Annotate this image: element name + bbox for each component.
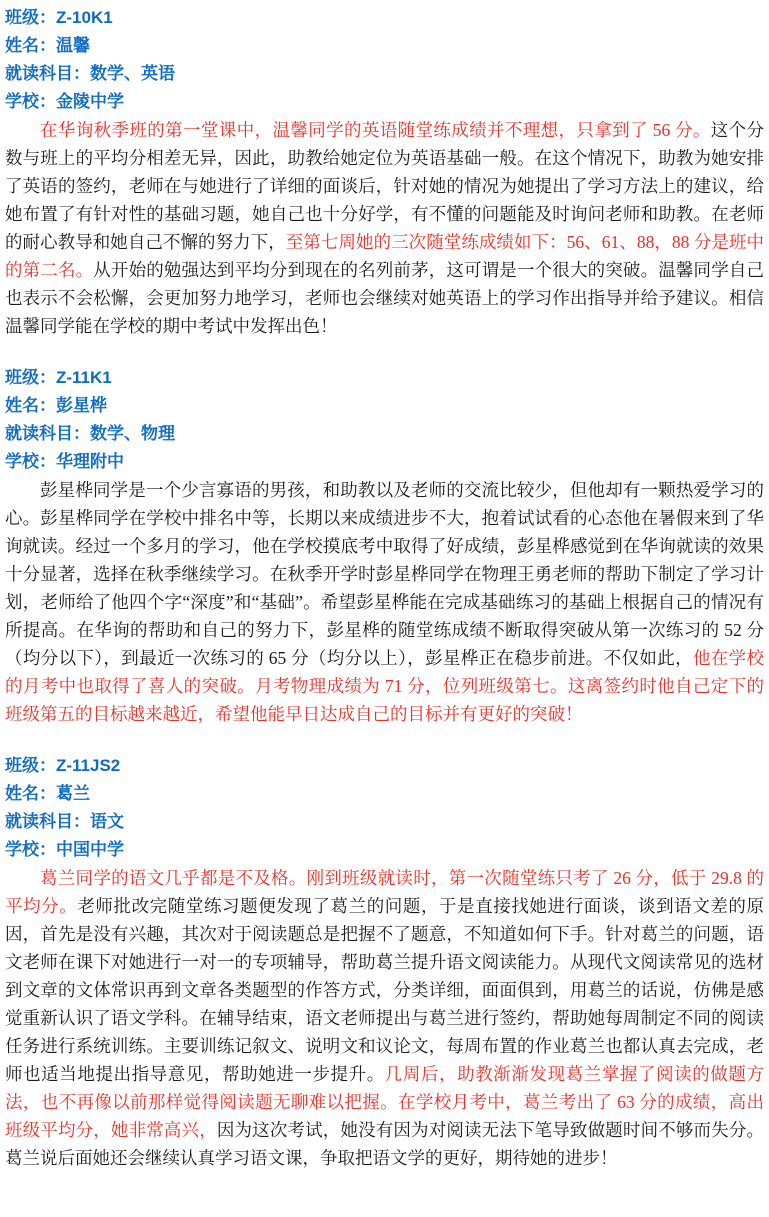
class-label: 班级：: [5, 368, 56, 387]
subjects-value: 数学、物理: [90, 424, 175, 443]
paragraph-run: 几周后，助教渐渐发现葛兰掌握了阅读的做题方法，也不再像以前那样觉得阅读题无聊难以把握。在学校月考中，葛兰考出了 63 分的成绩，高出班级平均分，她非常高兴，: [5, 1064, 765, 1140]
student-report-section: [5, 752, 764, 1172]
school-line: [5, 836, 764, 864]
name-value: 温馨: [56, 36, 90, 55]
school-line: [5, 448, 764, 476]
report-paragraph: [5, 116, 764, 340]
class-line: [5, 364, 764, 392]
subjects-value: 数学、英语: [90, 64, 175, 83]
name-line: [5, 32, 764, 60]
school-value: 中国中学: [56, 840, 124, 859]
name-label: 姓名：: [5, 784, 56, 803]
school-value: 金陵中学: [56, 92, 124, 111]
subjects-label: 就读科目：: [5, 424, 90, 443]
school-label: 学校：: [5, 92, 56, 111]
paragraph-run: 至第七周她的三次随堂练成绩如下：56、61、88，88 分是班中的第二名。: [5, 232, 765, 280]
school-line: [5, 88, 764, 116]
school-value: 华理附中: [56, 452, 124, 471]
paragraph-run: 他在学校的月考中也取得了喜人的突破。月考物理成绩为 71 分，位列班级第七。这离签约时他自己定下的班级第五的目标越来越近，希望他能早日达成自己的目标并有更好的突破！: [5, 648, 765, 724]
subjects-line: [5, 60, 764, 88]
class-value: Z-11JS2: [56, 756, 121, 775]
report-paragraph: [5, 476, 764, 728]
school-label: 学校：: [5, 840, 56, 859]
name-line: [5, 392, 764, 420]
class-line: [5, 752, 764, 780]
name-value: 彭星桦: [56, 396, 107, 415]
name-label: 姓名：: [5, 36, 56, 55]
paragraph-run: 葛兰同学的语文几乎都是不及格。刚到班级就读时，第一次随堂练只考了 26 分，低于 29.8 的平均分。: [5, 868, 764, 916]
paragraph-run: 在华询秋季班的第一堂课中，温馨同学的英语随堂练成绩并不理想，只拿到了 56 分。: [40, 120, 711, 140]
class-value: Z-11K1: [56, 368, 112, 387]
school-label: 学校：: [5, 452, 56, 471]
class-label: 班级：: [5, 8, 56, 27]
paragraph-run: 彭星桦同学是一个少言寡语的男孩，和助教以及老师的交流比较少，但他却有一颗热爱学习的心。彭星桦同学在学校中排名中等，长期以来成绩进步不大，抱着试试看的心态他在暑假来到了华询就读。经过一个多月的学习，他在学校摸底考中取得了好成绩，彭星桦感觉到在华询就读的效果十分显著，选择在秋季继续学习。在秋季开学时彭星桦同学在物理王勇老师的帮助下制定了学习计划，老师给了他四个字“深度”和“基础”。希望彭星桦能在完成基础练习的基础上根据自己的情况有所提高。在华询的帮助和自己的努力下，彭星桦的随堂练成绩不断取得突破从第一次练习的 52 分（均分以下），到最近一次练习的 65 分（均分以上），彭星桦正在稳步前进。不仅如此，: [5, 480, 764, 668]
paragraph-run: 从开始的勉强达到平均分到现在的名列前茅，这可谓是一个很大的突破。温馨同学自己也表示不会松懈，会更加努力地学习，老师也会继续对她英语上的学习作出指导并给予建议。相信温馨同学能在学校的期中考试中发挥出色！: [5, 260, 765, 336]
report-paragraph: [5, 864, 764, 1172]
subjects-line: [5, 808, 764, 836]
subjects-value: 语文: [90, 812, 124, 831]
name-line: [5, 780, 764, 808]
class-line: [5, 4, 764, 32]
paragraph-run: 因为这次考试，她没有因为对阅读无法下笔导致做题时间不够而失分。葛兰说后面她还会继续认真学习语文课，争取把语文学的更好，期待她的进步！: [5, 1120, 764, 1168]
paragraph-run: 老师批改完随堂练习题便发现了葛兰的问题，于是直接找她进行面谈，谈到语文差的原因，首先是没有兴趣，其次对于阅读题总是把握不了题意，不知道如何下手。针对葛兰的问题，语文老师在课下对她进行一对一的专项辅导，帮助葛兰提升语文阅读能力。从现代文阅读常见的选材到文章的文体常识再到文章各类题型的作答方式，分类详细，面面俱到，用葛兰的话说，仿佛是感觉重新认识了语文学科。在辅导结束，语文老师提出与葛兰进行签约，帮助她每周制定不同的阅读任务进行系统训练。主要训练记叙文、说明文和议论文，每周布置的作业葛兰也都认真去完成，老师也适当地提出指导意见，帮助她进一步提升。: [5, 896, 764, 1084]
subjects-line: [5, 420, 764, 448]
student-report-section: [5, 4, 764, 340]
paragraph-run: 这个分数与班上的平均分相差无异，因此，助教给她定位为英语基础一般。在这个情况下，助教为她安排了英语的签约，老师在与她进行了详细的面谈后，针对她的情况为她提出了学习方法上的建议，给她布置了有针对性的基础习题，她自己也十分好学，有不懂的问题能及时询问老师和助教。在老师的耐心教导和她自己不懈的努力下，: [5, 120, 764, 252]
student-report-section: [5, 364, 764, 728]
subjects-label: 就读科目：: [5, 64, 90, 83]
name-value: 葛兰: [56, 784, 90, 803]
name-label: 姓名：: [5, 396, 56, 415]
class-label: 班级：: [5, 756, 56, 775]
report-sections: [5, 4, 764, 1172]
subjects-label: 就读科目：: [5, 812, 90, 831]
class-value: Z-10K1: [56, 8, 113, 27]
